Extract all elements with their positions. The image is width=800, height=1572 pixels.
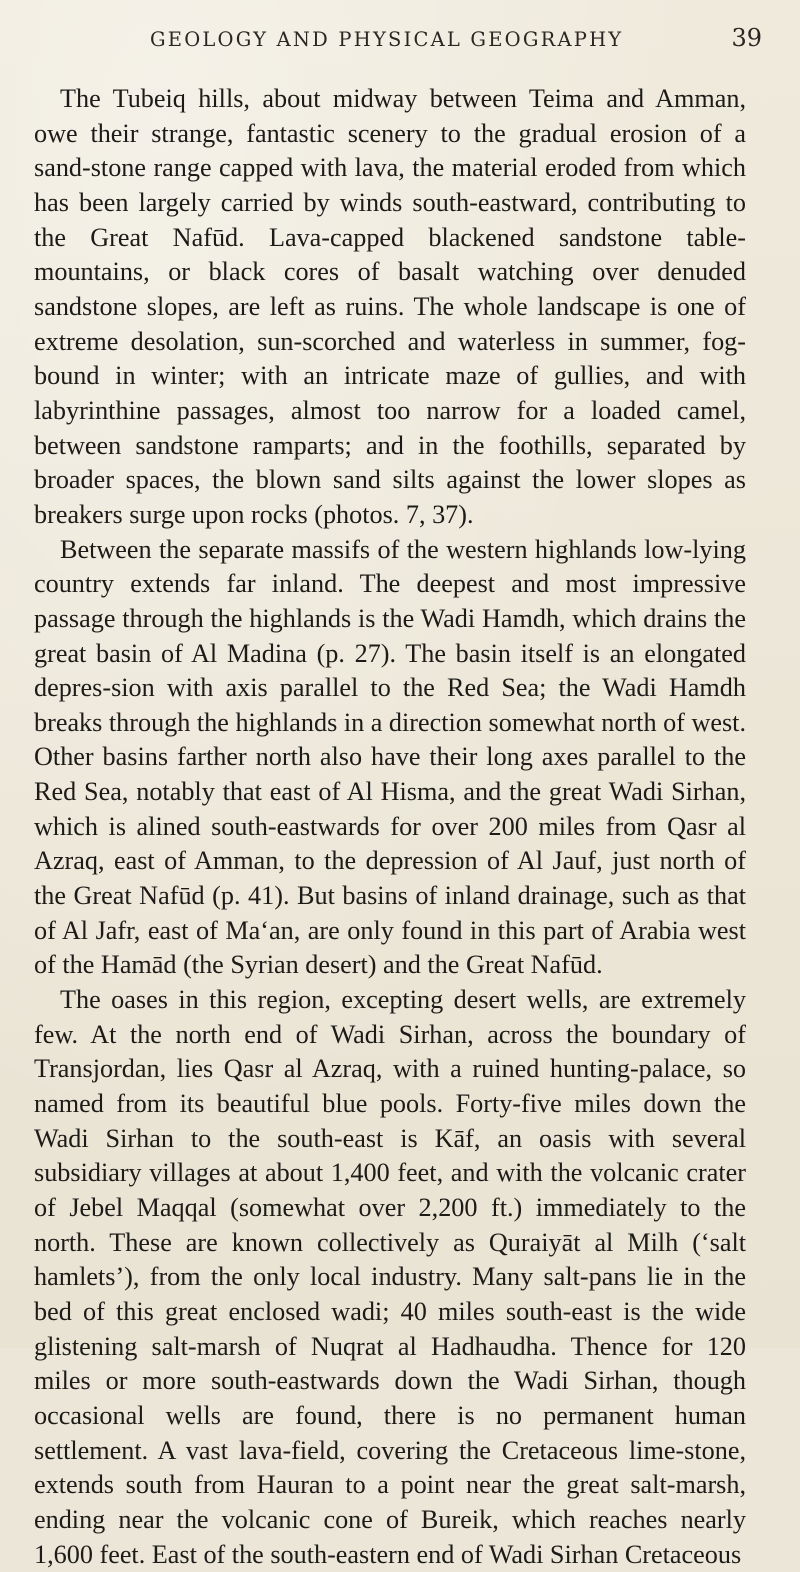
running-title: GEOLOGY AND PHYSICAL GEOGRAPHY — [150, 28, 624, 51]
page-number: 39 — [731, 24, 762, 52]
paragraph-oases: The oases in this region, excepting desert wells, are extremely few. At the north end of Wadi Sirhan, across the boundary of Transjordan, lies Qasr al Azraq, with a ruined hunting-palace, so named from its beautiful blue pools. Forty-five miles down the Wadi Sirhan to the south-east is Kāf, an oasis with several subsidiary villages at about 1,400 feet, and with the volcanic crater of Jebel Maqqal (somewhat over 2,200 ft.) immediately to the north. These are known collectively as Quraiyāt al Milh (‘salt hamlets’), from the only local industry. Many salt-pans lie in the bed of this great enclosed wadi; 40 miles south-east is the wide glistening salt-marsh of Nuqrat al Hadhaudha. Thence for 120 miles or more south-eastwards down the Wadi Sirhan, though occasional wells are found, there is no permanent human settlement. A vast lava-field, covering the Cretaceous lime-stone, extends south from Hauran to a point near the great salt-marsh, ending near the volcanic cone of Bureik, which reaches nearly 1,600 feet. East of the south-eastern end of Wadi Sirhan Cretaceous — [34, 985, 746, 1569]
paragraph-western-highlands: Between the separate massifs of the western highlands low-lying country extends far inland. The deepest and most impressive passage through the highlands is the Wadi Hamdh, which drains the great basin of Al Madina (p. 27). The basin itself is an elongated depres-sion with axis parallel to the Red Sea; the Wadi Hamdh breaks through the highlands in a direction somewhat north of west. Other basins farther north also have their long axes parallel to the Red Sea, notably that east of Al Hisma, and the great Wadi Sirhan, which is alined south-eastwards for over 200 miles from Qasr al Azraq, east of Amman, to the depression of Al Jauf, just north of the Great Nafūd (p. 41). But basins of inland drainage, such as that of Al Jafr, east of Ma‘an, are only found in this part of Arabia west of the Hamād (the Syrian desert) and the Great Nafūd. — [34, 534, 746, 980]
body-text — [34, 82, 746, 1572]
running-head — [150, 24, 770, 56]
paragraph-tubeiq-hills: The Tubeiq hills, about midway between Teima and Amman, owe their strange, fantastic scenery to the gradual erosion of a sand-stone range capped with lava, the material eroded from which has been largely carried by winds south-eastward, contributing to the Great Nafūd. Lava-capped blackened sandstone table-mountains, or black cores of basalt watching over denuded sandstone slopes, are left as ruins. The whole landscape is one of extreme desolation, sun-scorched and waterless in summer, fog-bound in winter; with an intricate maze of gullies, and with labyrinthine passages, almost too narrow for a loaded camel, between sandstone ramparts; and in the foothills, separated by broader spaces, the blown sand silts against the lower slopes as breakers surge upon rocks (photos. 7, 37). — [34, 84, 746, 529]
